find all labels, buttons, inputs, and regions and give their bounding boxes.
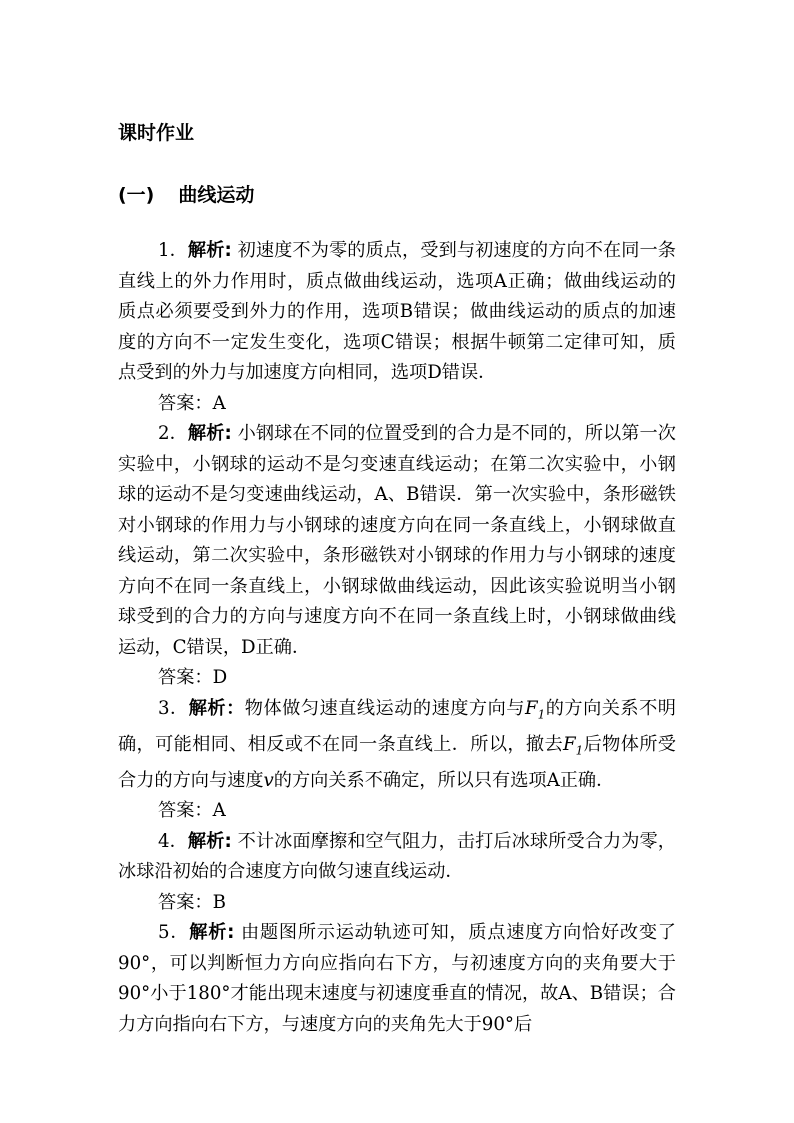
answer-1: 答案：A [158, 392, 226, 414]
variable-F1: $F_1$ [563, 733, 584, 758]
item-index: 4． [158, 830, 188, 852]
analysis-label: 解析 [187, 830, 225, 852]
analysis-text: 初速度不为零的质点，受到与初速度的方向不在同一条直线上的外力作用时，质点做曲线运动，选项A正确；做曲线运动的质点必须要受到外力的作用，选项B错误；做曲线运动的质点的加速度的方向不一定发生变化，选项C错误；根据牛顿第二定律可知，质点受到的外力与加速度方向相同，选项D错误． [118, 240, 676, 383]
analysis-label: 解析 [187, 240, 225, 261]
answer-4: 答案：B [158, 891, 226, 913]
solution-item-3: 3．解析：物体做匀速直线运动的速度方向与$F_1$的方向关系不明确，可能相同、相反或不在同一条直线上．所以，撤去$F_1$后物体所受合力的方向与速度v的方向关系不确定，所以只有选项A正确． [118, 697, 676, 791]
item-index: 5． [158, 922, 190, 944]
variable-F1: $F_1$ [524, 697, 546, 722]
solution-item-2: 2．解析: 小钢球在不同的位置受到的合力是不同的，所以第一次实验中，小钢球的运动不是匀变速直线运动；在第二次实验中，小钢球的运动不是匀变速曲线运动，A、B错误．第一次实验中，条形磁铁对小钢球的作用力与小钢球的速度方向在同一条直线上，小钢球做直线运动，第二次实验中，条形磁铁对小钢球的作用力与小钢球的速度方向不在同一条直线上，小钢球做曲线运动，因此该实验说明当小钢球受到的合力的方向与速度方向不在同一条直线上时，小钢球做曲线运动，C错误，D正确． [118, 423, 676, 658]
item-index: 2． [158, 423, 188, 444]
item-index: 3． [158, 697, 189, 719]
analysis-text: 由题图所示运动轨迹可知，质点速度方向恰好改变了90°，可以判断恒力方向应指向右下方，与初速度方向的夹角要大于90°小于180°才能出现末速度与初速度垂直的情况，故A、B错误；合力方向指向右下方，与速度方向的夹角先大于90°后 [118, 922, 676, 1035]
solution-item-4: 4．解析: 不计冰面摩擦和空气阻力，击打后冰球所受合力为零，冰球沿初始的合速度方向做匀速直线运动． [118, 830, 676, 883]
answer-2: 答案：D [158, 667, 228, 688]
solution-list [118, 236, 676, 1040]
section-heading [118, 180, 676, 210]
answer-3: 答案：A [158, 800, 226, 822]
analysis-text: 不计冰面摩擦和空气阻力，击打后冰球所受合力为零，冰球沿初始的合速度方向做匀速直线运动． [118, 830, 676, 883]
section-number: (一) [118, 184, 155, 206]
analysis-label: 解析 [189, 922, 228, 944]
analysis-label: 解析 [187, 423, 225, 444]
solution-item-5: 5．解析: 由题图所示运动轨迹可知，质点速度方向恰好改变了90°，可以判断恒力方向应指向右下方，与初速度方向的夹角要大于90°小于180°才能出现末速度与初速度垂直的情况，故A、B错误；合力方向指向右下方，与速度方向的夹角先大于90°后 [118, 922, 676, 1035]
variable-v: v [263, 769, 274, 791]
item-index: 1． [158, 240, 188, 261]
analysis-label: 解析 [188, 697, 227, 719]
analysis-text: 小钢球在不同的位置受到的合力是不同的，所以第一次实验中，小钢球的运动不是匀变速直线运动；在第二次实验中，小钢球的运动不是匀变速曲线运动，A、B错误．第一次实验中，条形磁铁对小钢球的作用力与小钢球的速度方向在同一条直线上，小钢球做直线运动，第二次实验中，条形磁铁对小钢球的作用力与小钢球的速度方向不在同一条直线上，小钢球做曲线运动，因此该实验说明当小钢球受到的合力的方向与速度方向不在同一条直线上时，小钢球做曲线运动，C错误，D正确． [118, 423, 676, 658]
document-title: 课时作业 [118, 122, 195, 144]
solution-item-1: 1．解析: 初速度不为零的质点，受到与初速度的方向不在同一条直线上的外力作用时，质点做曲线运动，选项A正确；做曲线运动的质点必须要受到外力的作用，选项B错误；做曲线运动的质点的加速度的方向不一定发生变化，选项C错误；根据牛顿第二定律可知，质点受到的外力与加速度方向相同，选项D错误． [118, 240, 676, 383]
section-title: 曲线运动 [178, 184, 255, 206]
